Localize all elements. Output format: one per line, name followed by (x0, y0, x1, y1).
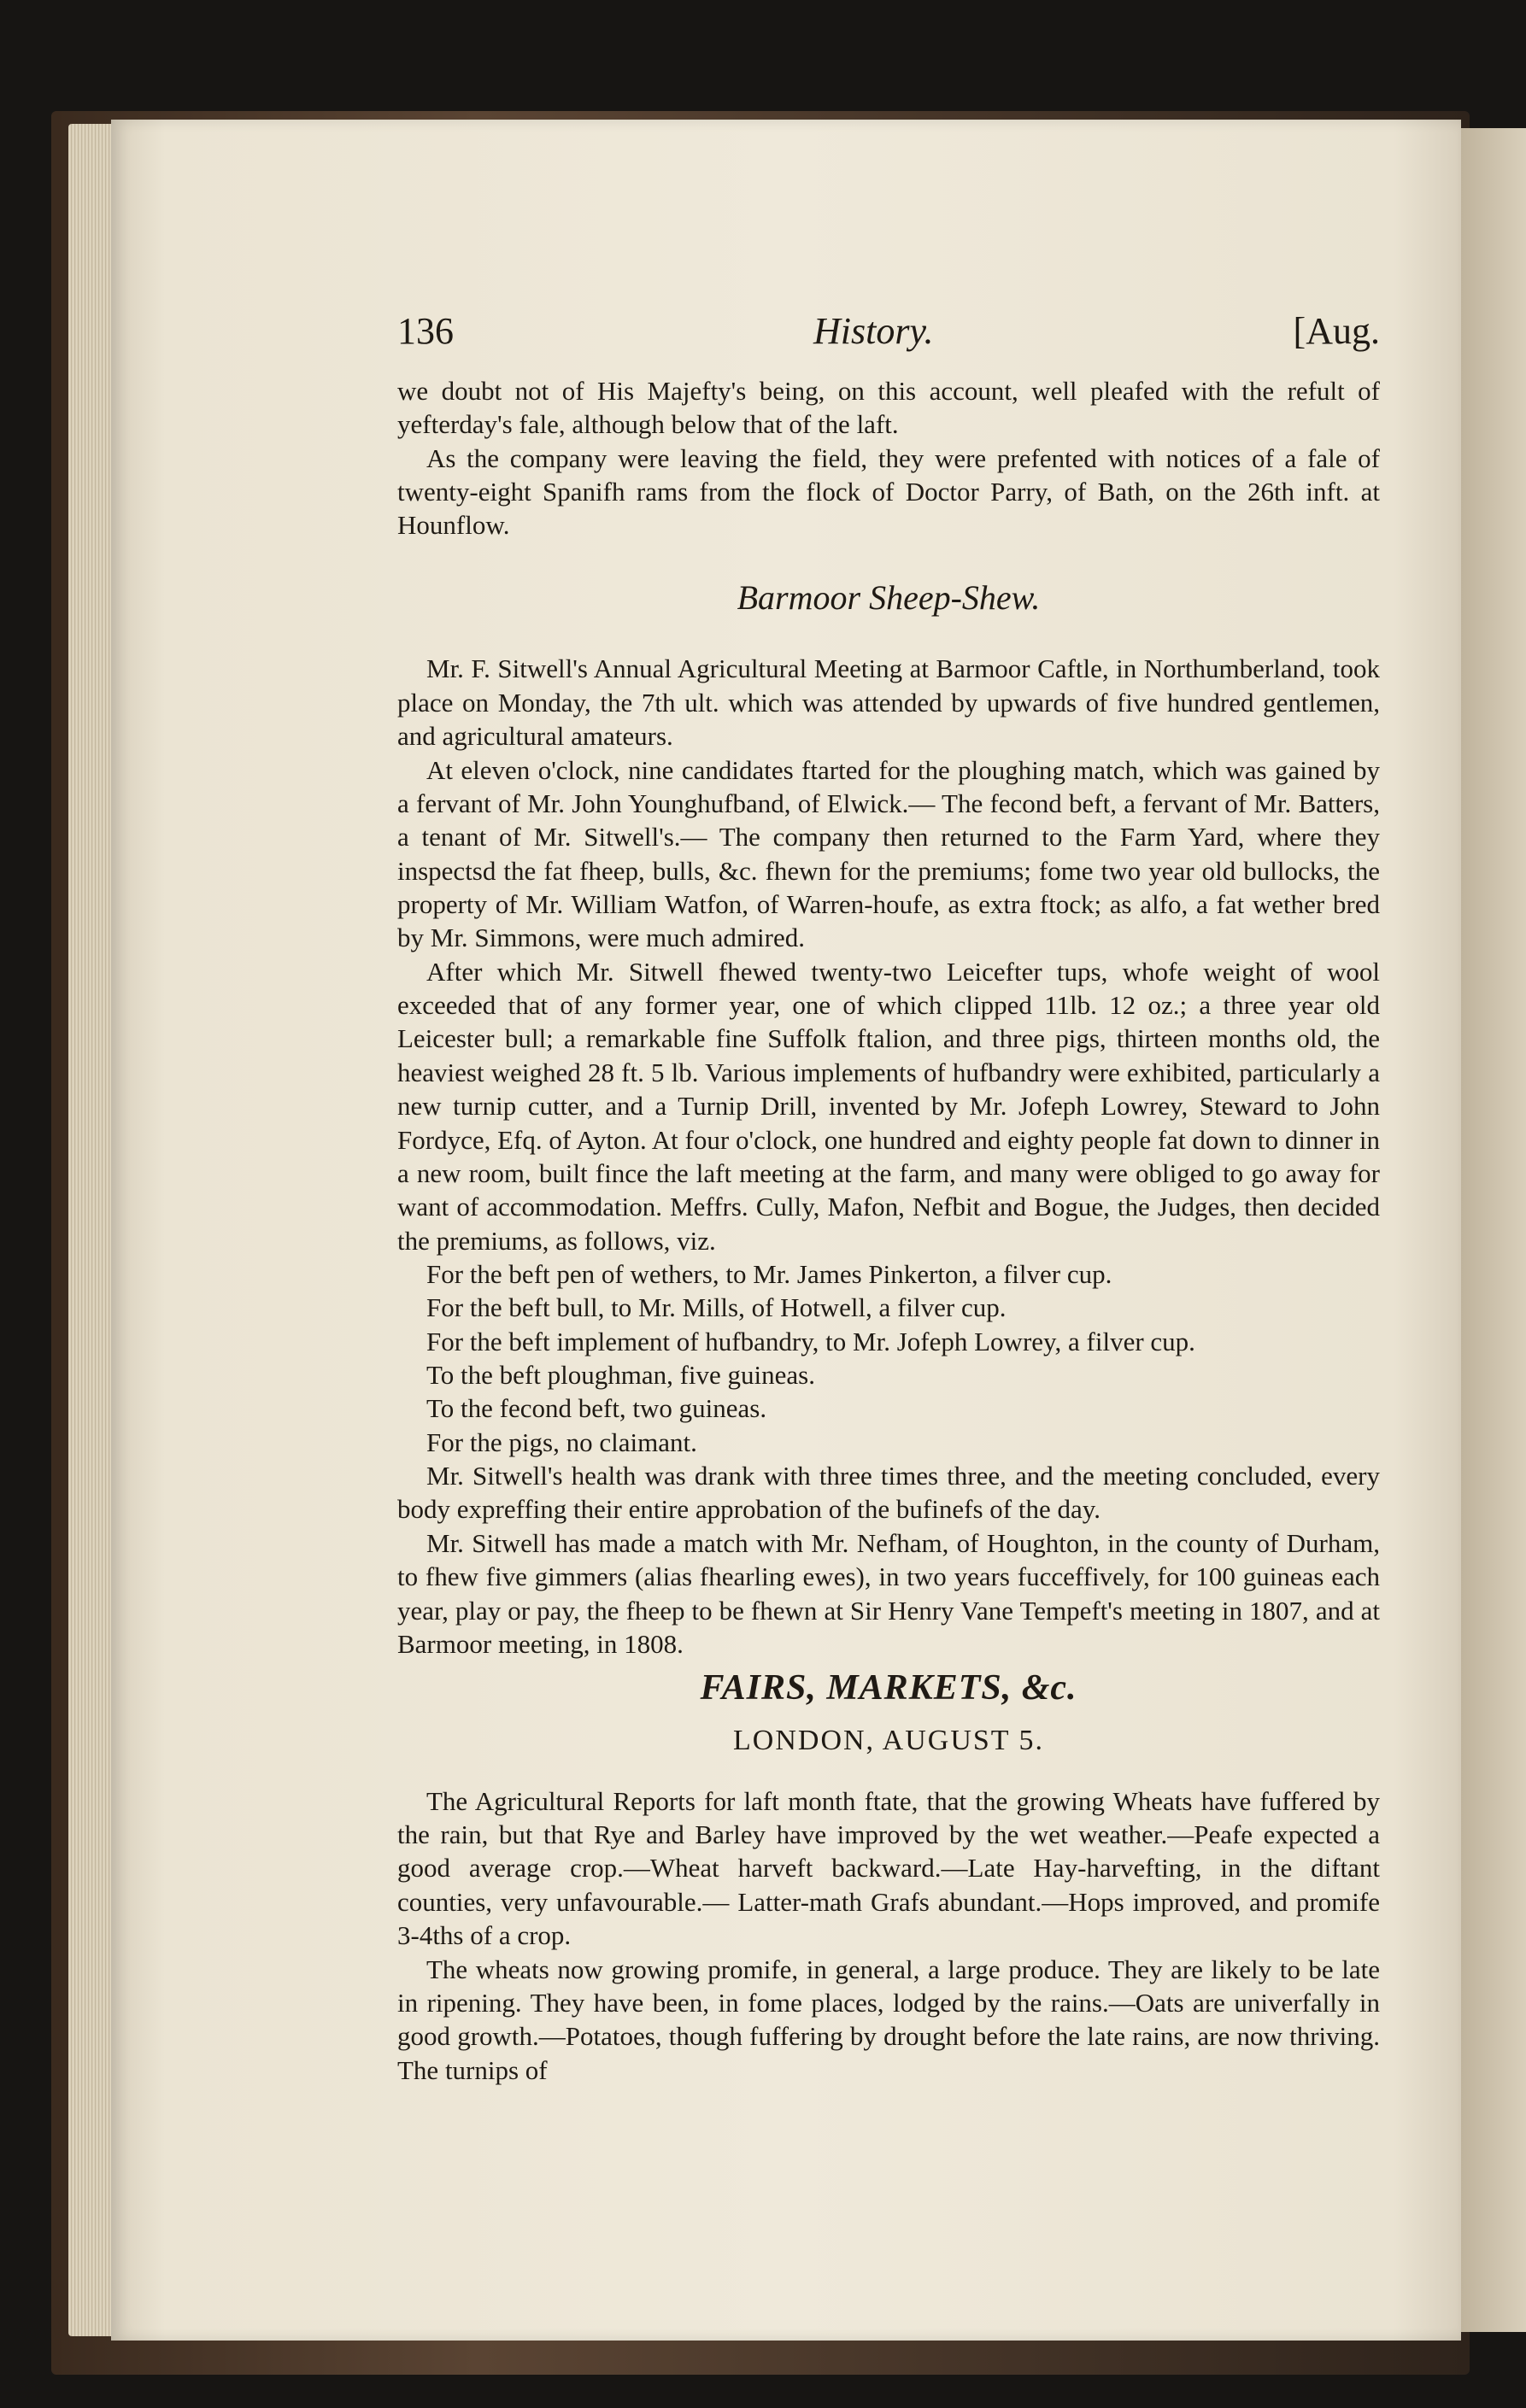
prize-item: For the beft implement of hufbandry, to Mr. Jofeph Lowrey, a filver cup. (426, 1326, 1195, 1356)
paragraph: The Agricultural Reports for laft month ftate, that the growing Wheats have fuffered by the rain, but that Rye and Barley have improved by the wet weather.—Peafe expected a good average crop.—Wheat harveft backward.—Late Hay-harvefting, in the diftant counties, very unfavourable.— Latter-math Grafs abundant.—Hops improved, and promife 3-4ths of a crop. (397, 1785, 1380, 1951)
prize-item: To the fecond beft, two guineas. (426, 1393, 767, 1424)
running-title: History. (813, 310, 934, 352)
section-title: Barmoor Sheep-Shew. (737, 577, 1041, 617)
running-month: [Aug. (1293, 310, 1380, 352)
paragraph: As the company were leaving the field, they were prefented with notices of a fale of twenty-eight Spanifh rams from the flock of Doctor Parry, of Bath, on the 26th inft. at Hounflow. (397, 442, 1380, 541)
paragraph: Mr. F. Sitwell's Annual Agricultural Meeting at Barmoor Caftle, in Northumberland, took place on Monday, the 7th ult. which was attended by upwards of five hundred gentlemen, and agricultural amateurs. (397, 653, 1380, 752)
paragraph: Mr. Sitwell's health was drank with three times three, and the meeting concluded, every body expreffing their entire approbation of the bufinefs of the day. (397, 1461, 1380, 1525)
paragraph: After which Mr. Sitwell fhewed twenty-two Leicefter tups, whofe weight of wool exceeded that of any former year, one of which clipped 11lb. 12 oz.; a three year old Leicester bull; a remarkable fine Suffolk ftalion, and three pigs, thirteen months old, the heaviest weighed 28 ft. 5 lb. Various implements of hufbandry were exhibited, particularly a new turnip cutter, and a Turnip Drill, invented by Mr. Jofeph Lowrey, Steward to John Fordyce, Efq. of Ayton. At four o'clock, one hundred and eighty people fat down to dinner in a new room, built fince the laft meeting at the farm, and many were obliged to go away for want of accommodation. Meffrs. Cully, Mafon, Nefbit and Bogue, the Judges, then decided the premiums, as follows, viz. (397, 956, 1380, 1256)
prize-item: To the beft ploughman, five guineas. (426, 1360, 815, 1391)
page-content (397, 308, 1380, 2087)
page-number: 136 (397, 310, 454, 352)
prize-item: For the pigs, no claimant. (426, 1427, 697, 1457)
paragraph: At eleven o'clock, nine candidates ftarted for the ploughing match, which was gained by a fervant of Mr. John Younghufband, of Elwick.— The fecond beft, a fervant of Mr. Batters, a tenant of Mr. Sitwell's.— The company then returned to the Farm Yard, where they inspectsd the fat fheep, bulls, &c. fhewn for the premiums; fome two year old bullocks, the property of Mr. William Watfon, of Warren-houfe, as extra ftock; as alfo, a fat wether bred by Mr. Simmons, were much admired. (397, 754, 1380, 953)
prize-item: For the beft pen of wethers, to Mr. James Pinkerton, a filver cup. (426, 1258, 1112, 1289)
running-head (397, 308, 1380, 355)
section-title: FAIRS, MARKETS, &c. (700, 1668, 1077, 1708)
paragraph: we doubt not of His Majefty's being, on this account, well pleafed with the refult of yefterday's fale, although below that of the laft. (397, 375, 1380, 440)
facing-page-edge (1461, 128, 1526, 2332)
prize-item: For the beft bull, to Mr. Mills, of Hotwell, a filver cup. (426, 1292, 1007, 1323)
paragraph: The wheats now growing promife, in general, a large produce. They are likely to be late in ripening. They have been, in fome places, lodged by the rains.—Oats are univerfally in good growth.—Potatoes, though fuffering by drought before the late rains, are now thriving. The turnips of (397, 1954, 1380, 2085)
dateline: LONDON, AUGUST 5. (733, 1724, 1044, 1756)
paragraph: Mr. Sitwell has made a match with Mr. Nefham, of Houghton, in the county of Durham, to fhew five gimmers (alias fhearling ewes), in two years fucceffively, for 100 guineas each year, play or pay, the fheep to be fhewn at Sir Henry Vane Tempeft's meeting in 1807, and at Barmoor meeting, in 1808. (397, 1527, 1380, 1659)
